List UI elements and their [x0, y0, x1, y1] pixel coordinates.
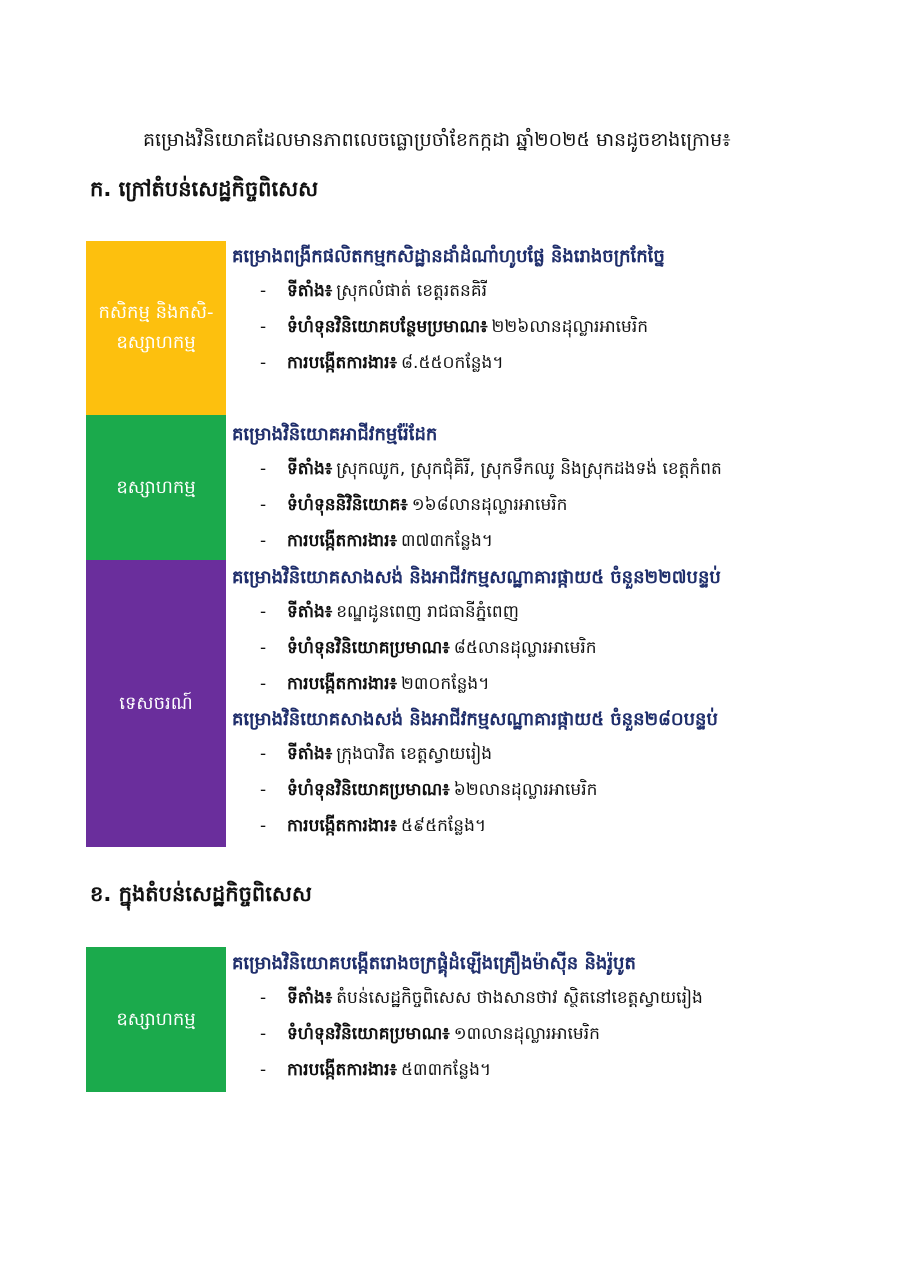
- bullet-dash: -: [260, 674, 267, 694]
- jobs-label: ការបង្កើតការងារ៖: [287, 531, 397, 551]
- location-value: ស្រុកលំផាត់ ខេត្តរតនគិរី: [336, 281, 488, 301]
- project-location: [232, 273, 872, 309]
- project-iron-ore: [232, 418, 872, 559]
- bullet-dash: -: [260, 780, 267, 800]
- jobs-value: ៣៧៣កន្លែង។: [401, 531, 493, 551]
- project-investment: [232, 1016, 872, 1052]
- project-investment: [232, 309, 872, 345]
- category-industry-sez-label: ឧស្សាហកម្ម: [116, 1008, 196, 1030]
- project-location: [232, 451, 872, 487]
- location-value: ក្រុងបាវិត ខេត្តស្វាយរៀង: [336, 744, 493, 764]
- bullet-dash: -: [260, 495, 267, 515]
- bullet-dash: -: [260, 602, 267, 622]
- project-fruit-farm: [232, 240, 872, 381]
- jobs-label: ការបង្កើតការងារ៖: [287, 1060, 397, 1080]
- project-jobs: [232, 1052, 872, 1088]
- project-machinery-robot: [232, 947, 872, 1088]
- section-a-heading: ក. ក្រៅតំបន់សេដ្ឋកិច្ចពិសេស: [90, 177, 319, 201]
- jobs-label: ការបង្កើតការងារ៖: [287, 353, 397, 373]
- jobs-value: ៨.៥៥០កន្លែង។: [401, 353, 504, 373]
- category-agriculture-label: កសិកម្ម និងកសិ-ឧស្សាហកម្ម: [98, 302, 214, 353]
- bullet-dash: -: [260, 353, 267, 373]
- category-tourism: [86, 560, 226, 847]
- investment-label: ទំហំទុនវិនិយោគប្រមាណ៖: [287, 780, 450, 800]
- project-investment: [232, 630, 872, 666]
- jobs-label: ការបង្កើតការងារ៖: [287, 816, 397, 836]
- bullet-dash: -: [260, 531, 267, 551]
- jobs-value: ២៣០កន្លែង។: [401, 674, 490, 694]
- project-location: [232, 594, 872, 630]
- jobs-value: ៥៩៥កន្លែង។: [401, 816, 487, 836]
- project-jobs: [232, 345, 872, 381]
- jobs-label: ការបង្កើតការងារ៖: [287, 674, 397, 694]
- bullet-dash: -: [260, 638, 267, 658]
- category-agriculture: [86, 241, 226, 415]
- investment-value: ១៣លានដុល្លារអាមេរិក: [453, 1024, 600, 1044]
- bullet-dash: -: [260, 317, 267, 337]
- bullet-dash: -: [260, 744, 267, 764]
- investment-label: ទំហំទុនវិនិយោគប្រមាណ៖: [287, 638, 450, 658]
- bullet-dash: -: [260, 1024, 267, 1044]
- bullet-dash: -: [260, 459, 267, 479]
- category-industry-label: ឧស្សាហកម្ម: [116, 476, 196, 498]
- project-location: [232, 736, 872, 772]
- category-tourism-label: ទេសចរណ៍: [119, 692, 193, 714]
- intro-paragraph: គម្រោងវិនិយោគដែលមានភាពលេចធ្លោប្រចាំខែកក្កដា ឆ្នាំ២០២៥ មានដូចខាងក្រោម៖: [143, 129, 731, 151]
- bullet-dash: -: [260, 988, 267, 1008]
- investment-label: ទំហំទុនវិនិយោគប្រមាណ៖: [287, 1024, 450, 1044]
- project-title: គម្រោងវិនិយោគអាជីវកម្មរ៉ែដែក: [232, 424, 438, 445]
- investment-label: ទំហំទុននិវិនិយោគ៖: [287, 495, 408, 515]
- investment-label: ទំហំទុនវិនិយោគបន្ថែមប្រមាណ៖: [287, 317, 488, 337]
- location-value: តំបន់សេដ្ឋកិច្ចពិសេស ថាងសានថាវ ស្ថិតនៅខេត្តស្វាយរៀង: [336, 988, 703, 1008]
- category-industry: [86, 415, 226, 560]
- project-title: គម្រោងវិនិយោគសាងសង់ និងអាជីវកម្មសណ្ឋាគារផ្កាយ៥ ចំនួន២៨០បន្ទប់: [232, 709, 718, 730]
- location-value: ស្រុកឈូក, ស្រុកជុំគិរី, ស្រុកទឹកឈូ និងស្រុកដងទង់ ខេត្តកំពត: [336, 459, 722, 479]
- category-industry-sez: [86, 947, 226, 1092]
- bullet-dash: -: [260, 1060, 267, 1080]
- project-jobs: [232, 808, 872, 844]
- project-location: [232, 980, 872, 1016]
- bullet-dash: -: [260, 281, 267, 301]
- project-title: គម្រោងវិនិយោគបង្កើតរោងចក្រផ្គុំដំឡើងគ្រឿងម៉ាស៊ីន និងរ៉ូបូត: [232, 953, 636, 974]
- location-label: ទីតាំង៖: [287, 602, 333, 622]
- location-label: ទីតាំង៖: [287, 988, 333, 1008]
- project-jobs: [232, 666, 872, 702]
- project-investment: [232, 487, 872, 523]
- location-value: ខណ្ឌដូនពេញ រាជធានីភ្នំពេញ: [336, 602, 519, 622]
- location-label: ទីតាំង៖: [287, 744, 333, 764]
- bullet-dash: -: [260, 816, 267, 836]
- project-hotel-280: [232, 703, 872, 844]
- project-title: គម្រោងវិនិយោគសាងសង់ និងអាជីវកម្មសណ្ឋាគារផ្កាយ៥ ចំនួន២២៧បន្ទប់: [232, 567, 721, 588]
- investment-value: ៦២លានដុល្លារអាមេរិក: [453, 780, 598, 800]
- section-b-heading: ខ. ក្នុងតំបន់សេដ្ឋកិច្ចពិសេស: [90, 882, 312, 906]
- project-jobs: [232, 523, 872, 559]
- project-investment: [232, 772, 872, 808]
- location-label: ទីតាំង៖: [287, 459, 333, 479]
- project-hotel-227: [232, 561, 872, 702]
- location-label: ទីតាំង៖: [287, 281, 333, 301]
- investment-value: ៨៥លានដុល្លារអាមេរិក: [453, 638, 597, 658]
- jobs-value: ៥៣៣កន្លែង។: [401, 1060, 492, 1080]
- project-title: គម្រោងពង្រីកផលិតកម្មកសិដ្ឋានដាំដំណាំហូបផ្លែ និងរោងចក្រកែច្នៃ: [232, 246, 665, 267]
- investment-value: ១៦៨លានដុល្លារអាមេរិក: [411, 495, 568, 515]
- investment-value: ២២៦លានដុល្លារអាមេរិក: [491, 317, 649, 337]
